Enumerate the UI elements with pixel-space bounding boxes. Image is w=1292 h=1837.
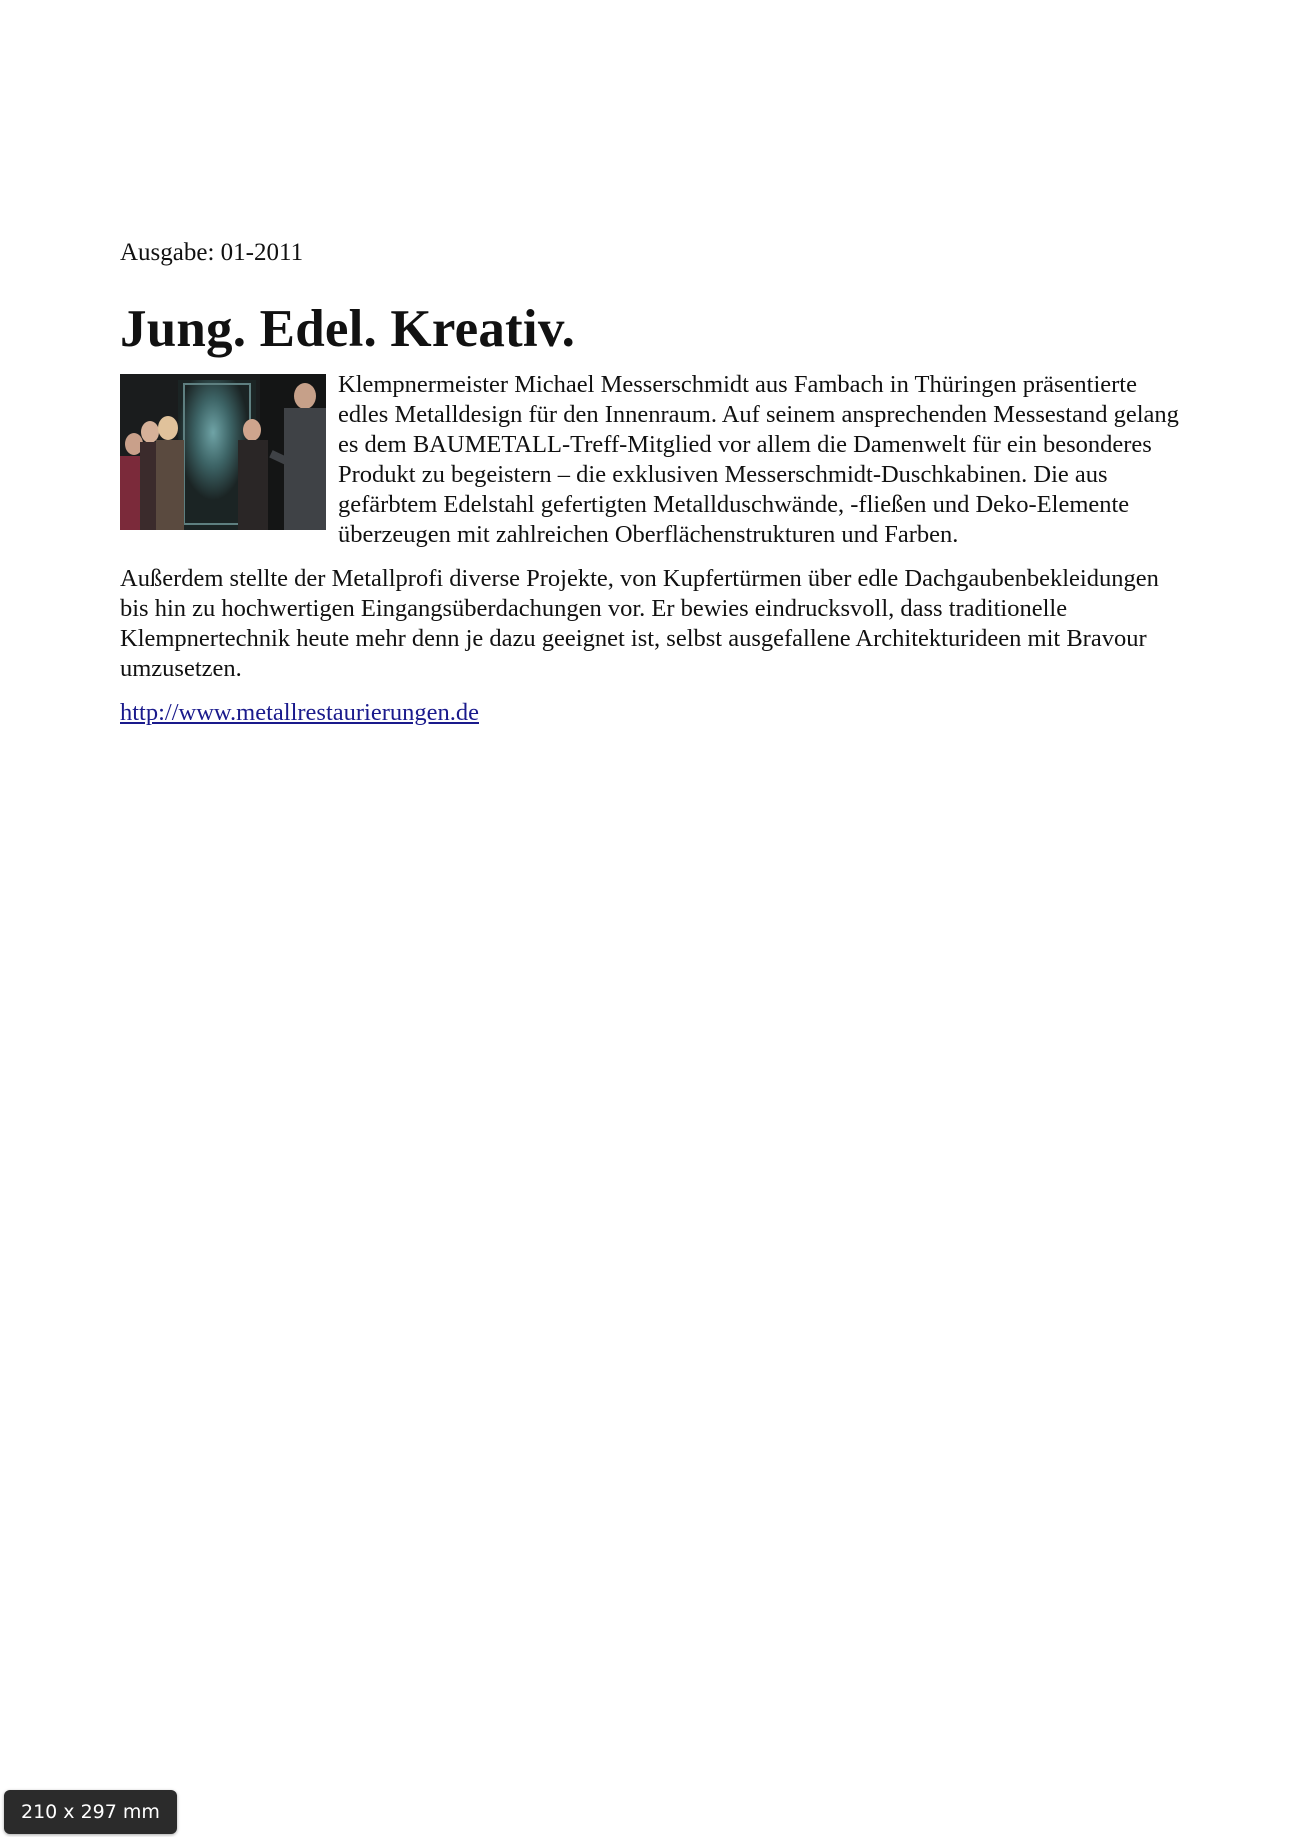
article-title: Jung. Edel. Kreativ.	[120, 300, 576, 358]
article-photo	[120, 374, 326, 530]
issue-label: Ausgabe: 01-2011	[120, 239, 304, 266]
website-link[interactable]: http://www.metallrestaurierungen.de	[120, 698, 479, 726]
page-size-badge: 210 x 297 mm	[4, 1790, 177, 1834]
paragraph-intro: Klempnermeister Michael Messerschmidt aus Fambach in Thüringen präsentierte edles Metalldesign für den Innenraum. Auf seinem ansprechenden Messestand gelang es dem BAUMETALL-Treff-Mitglied vor allem die Damenwelt für ein besonderes Produkt zu begeistern – die exklusiven Messerschmidt-Duschkabinen. Die aus gefärbtem Edelstahl gefertigten Metallduschwände, -fließen und Deko-Elemente überzeugen mit zahlreichen Oberflächenstrukturen und Farben.	[338, 370, 1179, 548]
paragraph-projects: Außerdem stellte der Metallprofi diverse Projekte, von Kupfertürmen über edle Dachgaubenbekleidungen bis hin zu hochwertigen Eingangsüberdachungen vor. Er bewies eindrucksvoll, dass traditionelle Klempnertechnik heute mehr denn je dazu geeignet ist, selbst ausgefallene Architekturideen mit Bravour umzusetzen.	[120, 564, 1159, 682]
document-page	[120, 238, 1180, 728]
